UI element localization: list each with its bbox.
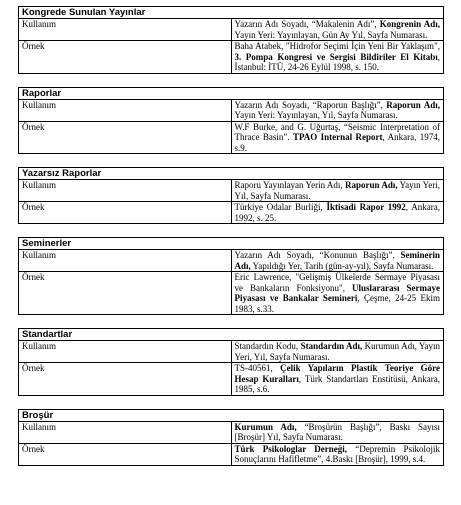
bold-text: 3. Pompa Kongresi ve Sergisi Bildiriler El Kitabı (234, 51, 438, 62)
row-content (231, 121, 444, 154)
bold-text: Kongrenin Adı, (379, 19, 440, 29)
bold-text: Raporun Adı, (386, 99, 440, 110)
table-row (19, 19, 444, 41)
row-label: Kullanım (19, 250, 232, 272)
row-content (231, 99, 444, 121)
section-spacer (18, 74, 444, 87)
plain-text: Baha Atabek, "Hidrofor Seçimi İçin Yeni Bir Yaklaşım", (234, 41, 440, 51)
row-label: Örnek (19, 202, 232, 224)
section-title: Raporlar (19, 87, 444, 99)
bold-text: İktisadi Rapor 1992 (326, 202, 406, 212)
plain-text: Yazarın Adı Soyadı, “Raporun Başlığı”, (234, 99, 387, 110)
table-row (19, 202, 444, 224)
bold-text: Çelik Yapıların Plastik Teoriye Göre Hesap Kuralları (234, 363, 441, 384)
plain-text: Standardın Kodu, (234, 341, 301, 351)
row-label: Örnek (19, 41, 232, 74)
table-row (19, 41, 444, 74)
row-label: Örnek (19, 363, 232, 396)
row-label: Örnek (19, 272, 232, 315)
citation-section-table (18, 6, 444, 74)
plain-text: Yapıldığı Yer, Tarih (gün-ay-yıl), Sayfa Numarası. (250, 260, 434, 271)
plain-text: Yayın Yeri: Yayınlayan, Yıl, Sayfa Numarası. (234, 110, 398, 120)
table-row (19, 272, 444, 315)
plain-text: Yazarın Adı Soyadı, “Makalenin Adı”, (234, 19, 380, 29)
section-spacer (18, 154, 444, 167)
row-content (231, 19, 444, 41)
citation-section-table (18, 167, 444, 224)
row-label: Kullanım (19, 421, 232, 443)
plain-text: TS-40561, (234, 363, 281, 373)
table-row (19, 99, 444, 121)
row-label: Kullanım (19, 19, 232, 41)
row-label: Kullanım (19, 180, 232, 202)
bold-text: Seminerin Adı, (234, 250, 440, 271)
section-title: Yazarsız Raporlar (19, 168, 444, 180)
plain-text: W.F Burke, and G. Uğurtaş, “Seismic Interpretation of Thrace Basin”. (234, 121, 440, 142)
table-row (19, 121, 444, 154)
plain-text: Raporu Yayınlayan Yerin Adı, (234, 180, 345, 190)
row-label: Kullanım (19, 341, 232, 363)
plain-text: , Çeşme, 24-25 Ekim 1983, s.33. (234, 293, 440, 314)
bold-text: Raporun Adı, (345, 180, 398, 190)
row-content (231, 443, 444, 465)
row-content (231, 180, 444, 202)
section-title: Seminerler (19, 238, 444, 250)
plain-text: “Broşürün Başlığı”, Baskı Sayısı [Broşür] Yıl, Sayfa Numarası. (234, 421, 440, 442)
row-content (231, 363, 444, 396)
row-label: Kullanım (19, 99, 232, 121)
plain-text: “Depremin Psikolojik Sonuçlarını Hafifletme”, 4.Baskı [Broşür], 1999, s.4. (234, 443, 440, 464)
row-content (231, 41, 444, 74)
section-title: Kongrede Sunulan Yayınlar (19, 7, 444, 19)
row-content (231, 341, 444, 363)
plain-text: , Ankara, 1992, s. 25. (234, 202, 440, 223)
table-row (19, 363, 444, 396)
bold-text: Türk Psikologlar Derneği, (234, 443, 348, 454)
row-content (231, 250, 444, 272)
plain-text: Kurumun Adı, Yayın Yeri, Yıl, Sayfa Numarası. (234, 341, 440, 362)
section-spacer (18, 396, 444, 409)
plain-text: Yazarın Adı Soyadı, “Konunun Başlığı”, (234, 250, 401, 260)
citation-guide (18, 6, 444, 466)
table-row (19, 443, 444, 465)
plain-text: Eric Lawrence, "Gelişmiş Ülkelerde Sermaye Piyasası ve Bankaların Fonksiyonu", (234, 272, 440, 293)
plain-text: , Ankara, 1974, s.9. (234, 132, 440, 153)
citation-section-table (18, 237, 444, 315)
bold-text: Uluslararası Sermaye Piyasası ve Bankalar Semineri (234, 282, 440, 303)
row-label: Örnek (19, 121, 232, 154)
section-spacer (18, 315, 444, 328)
bold-text: Kurumun Adı, (234, 421, 297, 432)
plain-text: Yayın Yeri: Yayınlayan, Gün Ay Yıl, Sayfa Numarası. (234, 29, 428, 40)
citation-section-table (18, 409, 444, 466)
row-content (231, 421, 444, 443)
section-title: Broşür (19, 409, 444, 421)
section-title: Standartlar (19, 329, 444, 341)
row-label: Örnek (19, 443, 232, 465)
plain-text: Yayın Yeri, Yıl, Sayfa Numarası. (234, 180, 440, 201)
table-row (19, 180, 444, 202)
citation-section-table (18, 328, 444, 396)
citation-section-table (18, 87, 444, 155)
plain-text: , Türk Standartları Enstitüsü, Ankara, 1985, s.6. (234, 373, 441, 394)
bold-text: TPAO Internal Report (292, 132, 383, 142)
section-spacer (18, 224, 444, 237)
row-content (231, 272, 444, 315)
table-row (19, 250, 444, 272)
table-row (19, 341, 444, 363)
plain-text: Türkiye Odalar Burliği, (234, 202, 327, 212)
table-row (19, 421, 444, 443)
plain-text: , İstanbul: İTÜ, 24-26 Eylül 1998, s. 150. (234, 51, 440, 72)
bold-text: Standardın Adı, (300, 341, 363, 351)
row-content (231, 202, 444, 224)
